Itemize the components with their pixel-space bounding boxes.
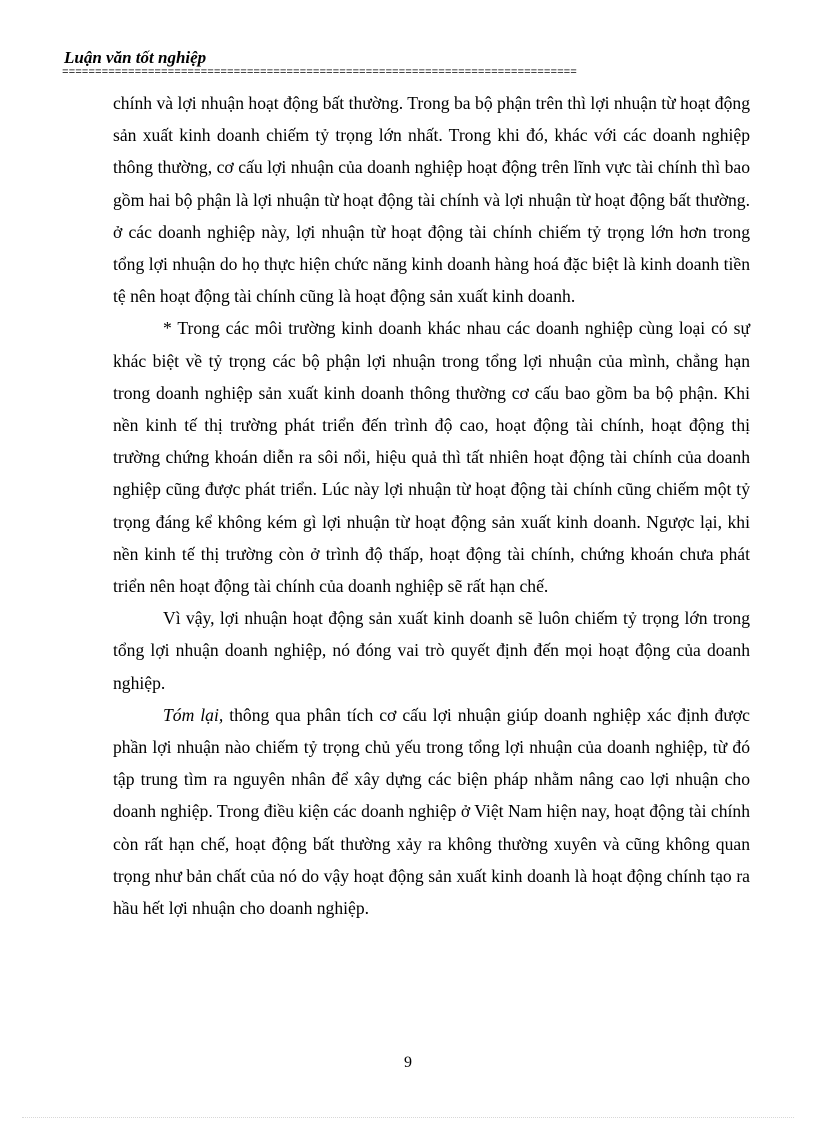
paragraph-text: * Trong các môi trường kinh doanh khác nhau các doanh nghiệp cùng loại có sự khác biệt về tỷ trọng các bộ phận lợi nhuận trong tổng lợi nhuận của mình, chẳng hạn trong doanh nghiệp sản xuất kinh doanh thông thường cơ cấu bao gồm ba bộ phận. Khi nền kinh tế thị trường phát triển đến trình độ cao, hoạt động tài chính, hoạt động thị trường chứng khoán diễn ra sôi nổi, hiệu quả thì tất nhiên hoạt động tài chính của doanh nghiệp cũng được phát triển. Lúc này lợi nhuận từ hoạt động tài chính cũng chiếm một tỷ trọng đáng kể không kém gì lợi nhuận từ hoạt động sản xuất kinh doanh. Ngược lại, khi nền kinh tế thị trường còn ở trình độ thấp, hoạt động tài chính, chứng khoán chưa phát triển nên hoạt động tài chính của doanh nghiệp sẽ rất hạn chế. [113, 318, 750, 597]
footer-dotted-border [22, 1117, 794, 1118]
paragraph-business-environment [113, 312, 750, 602]
paragraph-therefore [113, 602, 750, 699]
header-separator-rule: ============================================================================== [62, 67, 577, 79]
paragraph-text: Vì vậy, lợi nhuận hoạt động sản xuất kinh doanh sẽ luôn chiếm tỷ trọng lớn trong tổng lợi nhuận doanh nghiệp, nó đóng vai trò quyết định đến mọi hoạt động của doanh nghiệp. [113, 608, 750, 693]
summary-lead-italic: Tóm lại, [163, 704, 224, 725]
paragraph-summary [113, 699, 750, 924]
paragraph-text: thông qua phân tích cơ cấu lợi nhuận giúp doanh nghiệp xác định được phần lợi nhuận nào chiếm tỷ trọng chủ yếu trong tổng lợi nhuận của doanh nghiệp, từ đó tập trung tìm ra nguyên nhân để xây dựng các biện pháp nhằm nâng cao lợi nhuận cho doanh nghiệp. Trong điều kiện các doanh nghiệp ở Việt Nam hiện nay, hoạt động tài chính còn rất hạn chế, hoạt động bất thường xảy ra không thường xuyên và cũng không quan trọng như bản chất của nó do vậy hoạt động sản xuất kinh doanh là hoạt động chính tạo ra hầu hết lợi nhuận cho doanh nghiệp. [113, 704, 750, 919]
running-header-title: Luận văn tốt nghiệp [64, 48, 207, 67]
paragraph-text: chính và lợi nhuận hoạt động bất thường. Trong ba bộ phận trên thì lợi nhuận từ hoạt động sản xuất kinh doanh chiếm tỷ trọng lớn nhất. Trong khi đó, khác với các doanh nghiệp thông thường, cơ cấu lợi nhuận của doanh nghiệp hoạt động trên lĩnh vực tài chính thì bao gồm hai bộ phận là lợi nhuận từ hoạt động tài chính và lợi nhuận từ hoạt động bất thường. ở các doanh nghiệp này, lợi nhuận từ hoạt động tài chính chiếm tỷ trọng lớn hơn trong tổng lợi nhuận do họ thực hiện chức năng kinh doanh hàng hoá đặc biệt là kinh doanh tiền tệ nên hoạt động tài chính cũng là hoạt động sản xuất kinh doanh. [113, 93, 750, 307]
document-body [113, 87, 750, 924]
page-number: 9 [404, 1054, 412, 1071]
paragraph-profit-structure-continued [113, 87, 750, 312]
